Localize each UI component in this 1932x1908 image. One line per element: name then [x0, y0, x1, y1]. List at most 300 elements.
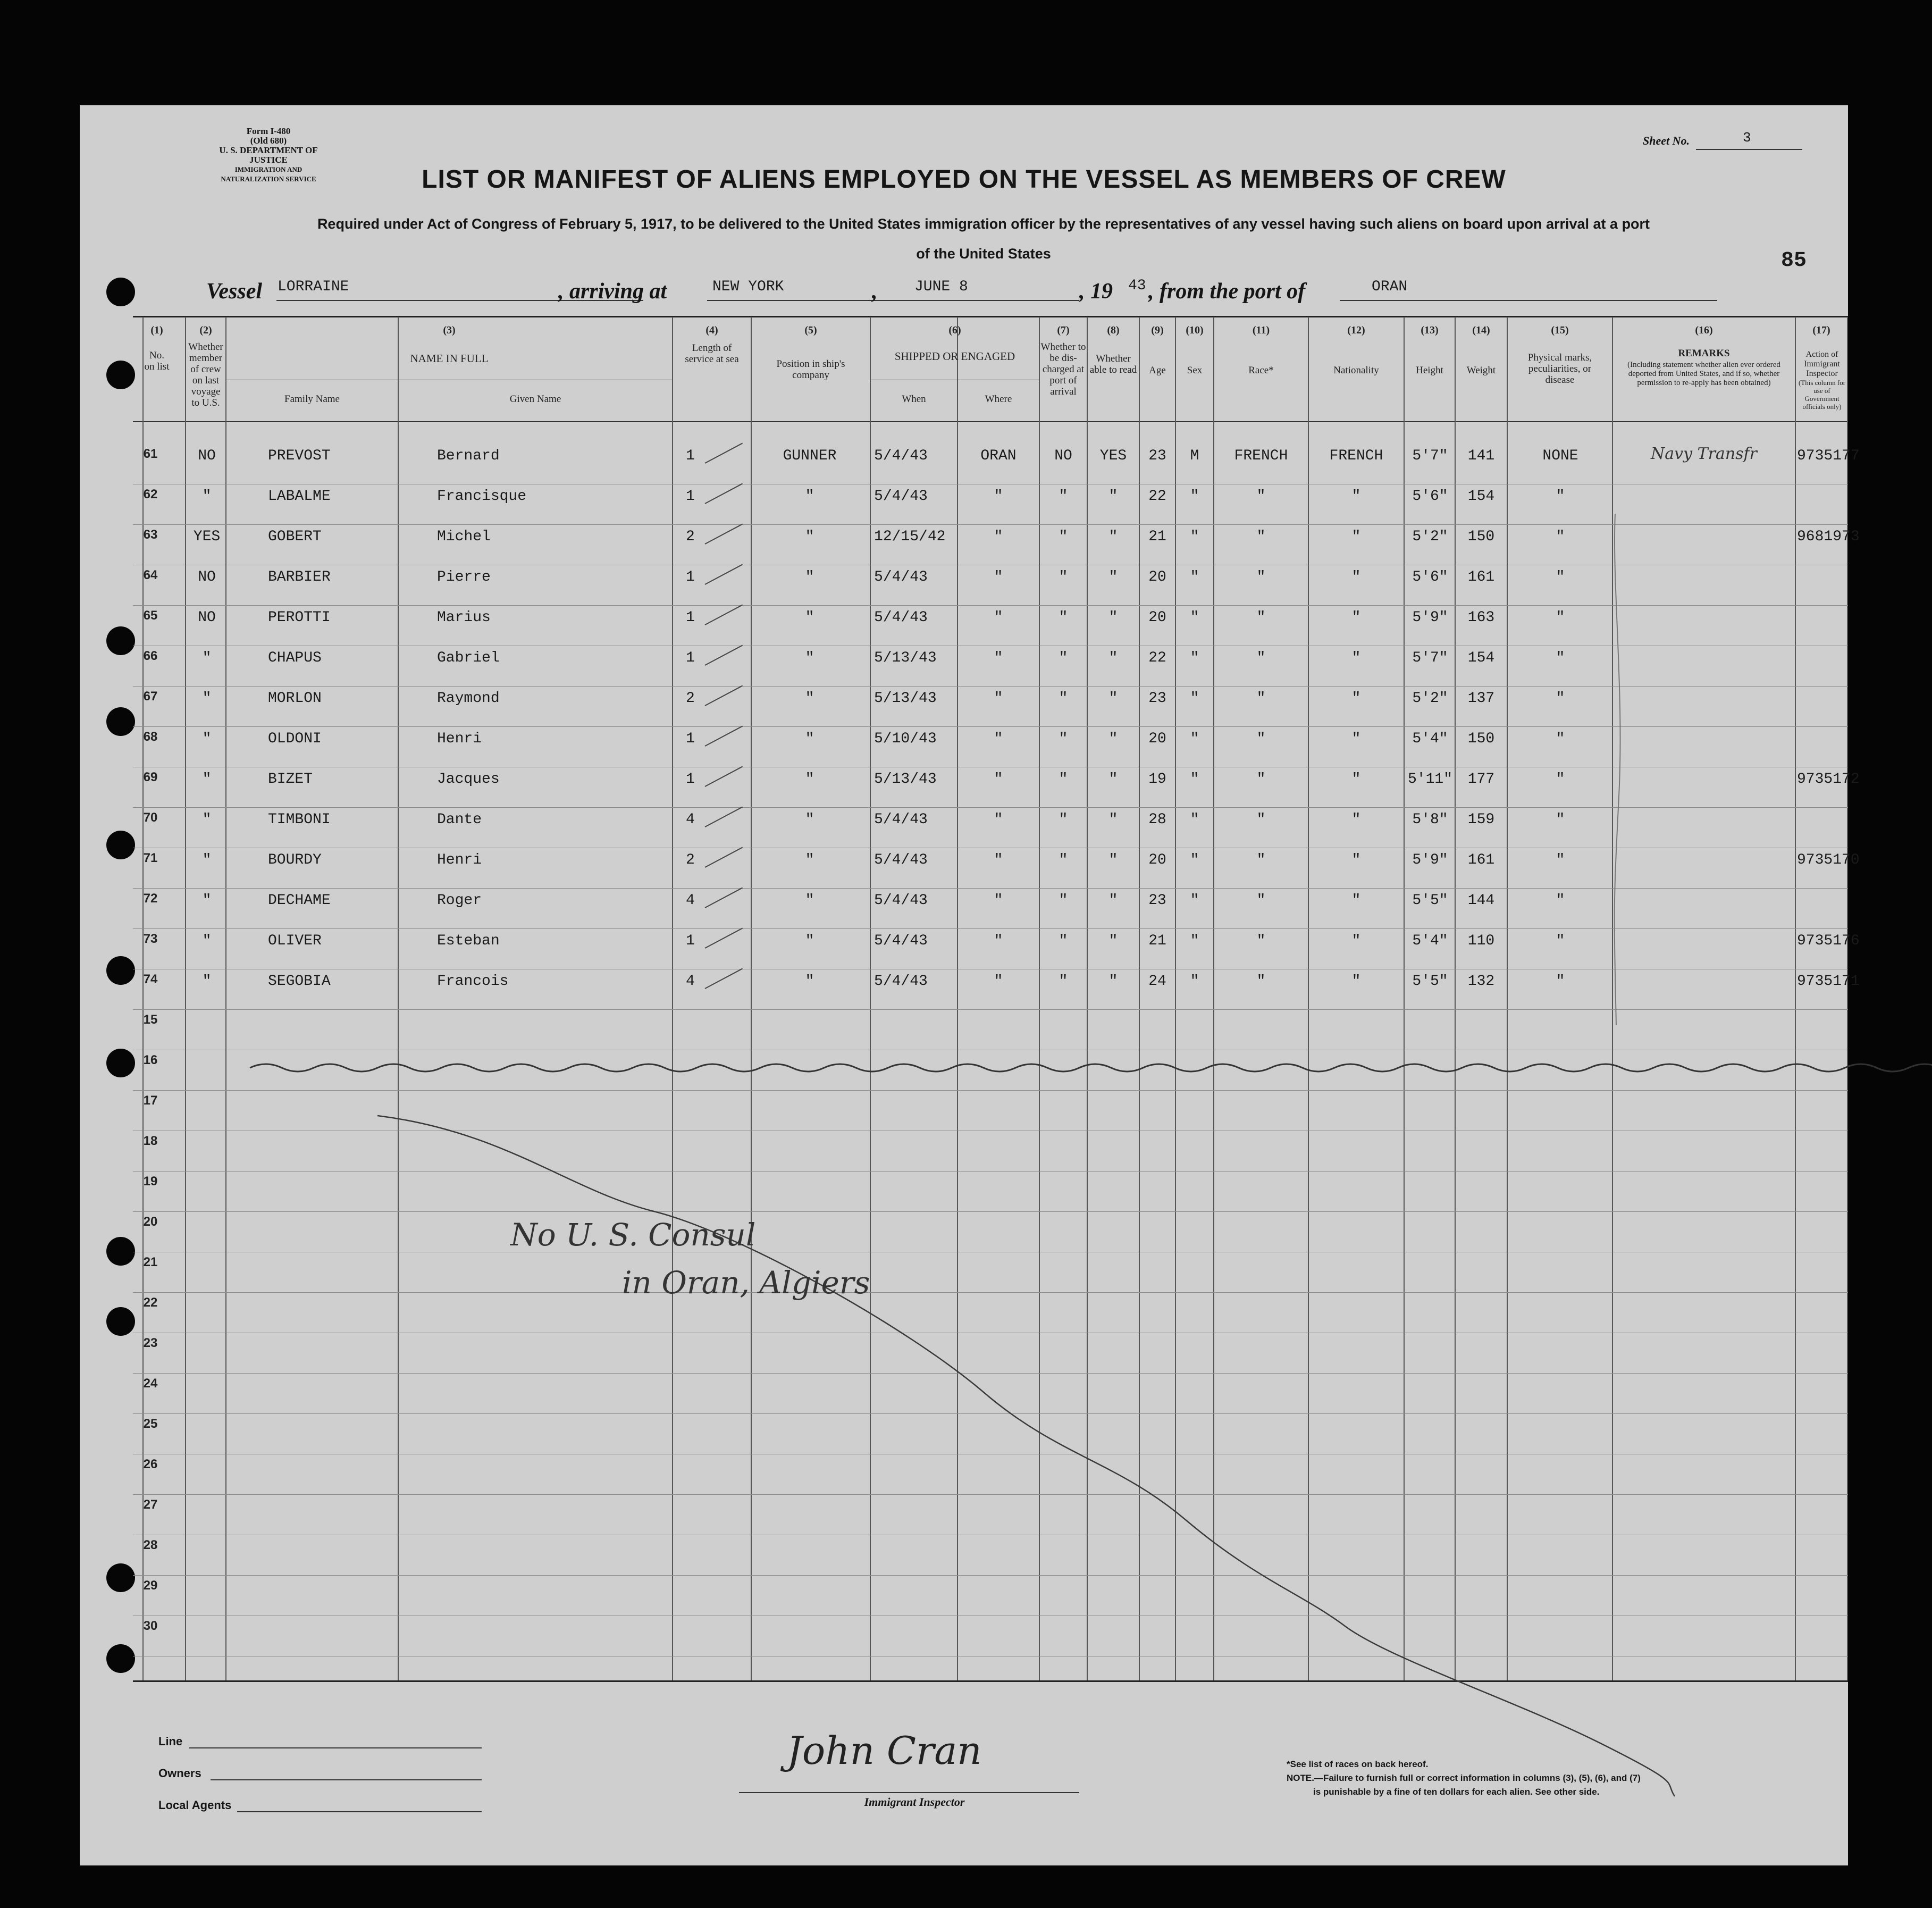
cell-prev: "	[202, 852, 212, 868]
cell-age: 20	[1148, 731, 1166, 747]
col3-given-header: Given Name	[509, 394, 561, 405]
cell-discharge: "	[1059, 731, 1068, 747]
cell-where: "	[994, 811, 1003, 828]
form-number: Form I-480	[246, 126, 291, 136]
cell-when: 5/4/43	[874, 933, 928, 949]
col9-header: Age	[1149, 365, 1166, 376]
cell-age: 23	[1148, 690, 1166, 707]
page-title: LIST OR MANIFEST OF ALIENS EMPLOYED ON THE VESSEL AS MEMBERS OF CREW	[422, 165, 1506, 194]
row-number: 62	[143, 487, 158, 501]
cell-prev: "	[202, 650, 212, 666]
col6-number: (6)	[948, 324, 961, 336]
cell-position: "	[805, 529, 814, 545]
cell-weight: 132	[1467, 973, 1495, 990]
cell-read: "	[1108, 609, 1118, 626]
cell-where: "	[994, 731, 1003, 747]
cell-read: "	[1108, 933, 1118, 949]
empty-line-number: 22	[143, 1295, 158, 1310]
cell-given: Bernard	[437, 448, 500, 464]
cell-race: "	[1256, 771, 1266, 788]
col8-number: (8)	[1107, 324, 1120, 336]
cell-weight: 159	[1467, 811, 1495, 828]
cell-discharge: "	[1059, 892, 1068, 909]
col16-number: (16)	[1695, 324, 1713, 336]
cell-service: 1	[686, 650, 695, 666]
col14-number: (14)	[1472, 324, 1490, 336]
vessel-name: LORRAINE	[278, 279, 349, 295]
cell-nationality: "	[1351, 690, 1361, 707]
cell-discharge: "	[1059, 609, 1068, 626]
cell-action: 9735170	[1797, 852, 1860, 868]
footer-line-label: Line	[158, 1735, 183, 1748]
cell-where: "	[994, 973, 1003, 990]
cell-given: Raymond	[437, 690, 500, 707]
vessel-label: Vessel	[206, 279, 262, 304]
cell-position: "	[805, 771, 814, 788]
cell-nationality: FRENCH	[1329, 448, 1383, 464]
cell-age: 21	[1148, 933, 1166, 949]
col10-header: Sex	[1187, 365, 1203, 376]
cell-read: "	[1108, 811, 1118, 828]
row-number: 74	[143, 972, 158, 986]
col11-number: (11)	[1252, 324, 1270, 336]
row-number: 61	[143, 447, 158, 461]
cell-marks: "	[1556, 811, 1565, 828]
cell-prev: "	[202, 771, 212, 788]
cell-nationality: "	[1351, 529, 1361, 545]
cell-position: "	[805, 650, 814, 666]
cell-given: Roger	[437, 892, 482, 909]
col11-header: Race*	[1248, 365, 1274, 376]
row-number: 69	[143, 770, 158, 784]
cell-sex: "	[1190, 650, 1199, 666]
col12-header: Nationality	[1333, 365, 1379, 376]
cell-when: 5/13/43	[874, 650, 937, 666]
cell-position: "	[805, 569, 814, 585]
cell-given: Francois	[437, 973, 509, 990]
arrival-date: JUNE 8	[914, 279, 968, 295]
cell-race: FRENCH	[1234, 448, 1288, 464]
cell-height: 5'6"	[1412, 488, 1448, 505]
cell-position: "	[805, 892, 814, 909]
cell-age: 20	[1148, 609, 1166, 626]
cell-position: "	[805, 609, 814, 626]
cell-service: 1	[686, 771, 695, 788]
col17-header: Action of Immigrant Inspector	[1804, 350, 1840, 378]
cell-weight: 141	[1467, 448, 1495, 464]
handwritten-note-line-1: No U. S. Consul	[510, 1217, 756, 1253]
cell-family: LABALME	[268, 488, 331, 505]
cell-prev: "	[202, 811, 212, 828]
empty-line-number: 19	[143, 1174, 158, 1189]
cell-given: Esteban	[437, 933, 500, 949]
cell-race: "	[1256, 731, 1266, 747]
col1-number: (1)	[150, 324, 163, 336]
cell-weight: 150	[1467, 731, 1495, 747]
cell-family: OLIVER	[268, 933, 322, 949]
cell-marks: "	[1556, 529, 1565, 545]
service: IMMIGRATION AND NATURALIZATION SERVICE	[221, 165, 316, 183]
cell-family: BOURDY	[268, 852, 322, 868]
cell-marks: NONE	[1542, 448, 1578, 464]
empty-line-number: 17	[143, 1093, 158, 1108]
col15-header: Physical marks, peculiarities, or disease	[1527, 352, 1592, 386]
cell-sex: "	[1190, 529, 1199, 545]
cell-prev: "	[202, 892, 212, 909]
cell-service: 1	[686, 731, 695, 747]
empty-line-number: 21	[143, 1255, 158, 1269]
cell-age: 20	[1148, 852, 1166, 868]
cell-height: 5'9"	[1412, 609, 1448, 626]
cell-prev: "	[202, 731, 212, 747]
cell-read: "	[1108, 650, 1118, 666]
cell-when: 5/4/43	[874, 448, 928, 464]
cell-given: Michel	[437, 529, 491, 545]
cell-prev: NO	[198, 448, 216, 464]
manifest-sheet	[80, 105, 1860, 1865]
cell-where: ORAN	[980, 448, 1017, 464]
cell-service: 1	[686, 448, 695, 464]
cell-nationality: "	[1351, 852, 1361, 868]
row-number: 70	[143, 810, 158, 825]
row-number: 64	[143, 568, 158, 582]
cell-height: 5'4"	[1412, 933, 1448, 949]
cell-service: 4	[686, 892, 695, 909]
cell-marks: "	[1556, 650, 1565, 666]
row-number: 73	[143, 932, 158, 946]
cell-age: 23	[1148, 448, 1166, 464]
cell-race: "	[1256, 811, 1266, 828]
cell-when: 5/4/43	[874, 892, 928, 909]
empty-line-number: 15	[143, 1012, 158, 1027]
from-label: , from the port of	[1148, 279, 1306, 304]
cell-read: "	[1108, 973, 1118, 990]
empty-line-number: 27	[143, 1497, 158, 1512]
cell-service: 2	[686, 852, 695, 868]
department: U. S. DEPARTMENT OF JUSTICE	[219, 145, 318, 165]
cell-read: "	[1108, 488, 1118, 505]
cell-weight: 150	[1467, 529, 1495, 545]
cell-when: 5/13/43	[874, 690, 937, 707]
row-number: 66	[143, 649, 158, 663]
cell-family: MORLON	[268, 690, 322, 707]
cell-given: Dante	[437, 811, 482, 828]
cell-family: BIZET	[268, 771, 313, 788]
cell-marks: "	[1556, 892, 1565, 909]
row-number: 72	[143, 891, 158, 906]
cell-weight: 161	[1467, 852, 1495, 868]
cell-height: 5'9"	[1412, 852, 1448, 868]
cell-sex: "	[1190, 892, 1199, 909]
cell-race: "	[1256, 933, 1266, 949]
from-port: ORAN	[1372, 279, 1408, 295]
empty-line-number: 28	[143, 1538, 158, 1552]
cell-when: 5/4/43	[874, 811, 928, 828]
cell-where: "	[994, 771, 1003, 788]
cell-discharge: NO	[1054, 448, 1072, 464]
cell-position: "	[805, 731, 814, 747]
cell-discharge: "	[1059, 973, 1068, 990]
cell-where: "	[994, 488, 1003, 505]
cell-sex: "	[1190, 690, 1199, 707]
empty-line-number: 30	[143, 1619, 158, 1633]
sheet-label: Sheet No.	[1643, 134, 1690, 147]
cell-when: 5/10/43	[874, 731, 937, 747]
cell-age: 28	[1148, 811, 1166, 828]
col9-number: (9)	[1151, 324, 1164, 336]
cell-nationality: "	[1351, 973, 1361, 990]
cell-nationality: "	[1351, 569, 1361, 585]
cell-sex: "	[1190, 488, 1199, 505]
cell-discharge: "	[1059, 852, 1068, 868]
cell-read: "	[1108, 892, 1118, 909]
col7-header: Whether to be dis-charged at port of arrival	[1040, 341, 1086, 397]
cell-prev: NO	[198, 569, 216, 585]
cell-weight: 137	[1467, 690, 1495, 707]
cell-action: 9735177	[1797, 448, 1860, 464]
cell-sex: "	[1190, 609, 1199, 626]
col7-number: (7)	[1057, 324, 1070, 336]
footer-note-races: *See list of races on back hereof.	[1287, 1759, 1429, 1769]
cell-given: Pierre	[437, 569, 491, 585]
cell-marks: "	[1556, 731, 1565, 747]
cell-prev: "	[202, 690, 212, 707]
empty-line-number: 18	[143, 1134, 158, 1148]
footer-note-penalty-2: is punishable by a fine of ten dollars for each alien. See other side.	[1313, 1787, 1600, 1797]
cell-when: 5/13/43	[874, 771, 937, 788]
inspector-label: Immigrant Inspector	[864, 1795, 965, 1809]
cell-weight: 163	[1467, 609, 1495, 626]
cell-height: 5'7"	[1412, 650, 1448, 666]
footer-line-underline	[189, 1747, 482, 1748]
cell-action: 9735171	[1797, 973, 1860, 990]
cell-age: 21	[1148, 529, 1166, 545]
cell-given: Francisque	[437, 488, 527, 505]
subtitle-line-1: Required under Act of Congress of February 5, 1917, to be delivered to the United States immigration officer by the representatives of any vessel having such aliens on board upon arrival at a port	[317, 216, 1650, 232]
cell-height: 5'2"	[1412, 529, 1448, 545]
cell-remarks: Navy Transfr	[1651, 445, 1757, 463]
cell-sex: "	[1190, 771, 1199, 788]
col10-number: (10)	[1186, 324, 1204, 336]
col4-header: Length of service at sea	[685, 342, 739, 365]
arriving-label: , arriving at	[558, 279, 667, 304]
cell-when: 5/4/43	[874, 852, 928, 868]
empty-line-number: 16	[143, 1053, 158, 1067]
cell-marks: "	[1556, 488, 1565, 505]
cell-read: "	[1108, 690, 1118, 707]
cell-weight: 144	[1467, 892, 1495, 909]
cell-service: 4	[686, 973, 695, 990]
cell-weight: 110	[1467, 933, 1495, 949]
cell-age: 22	[1148, 650, 1166, 666]
row-number: 63	[143, 528, 158, 542]
cell-where: "	[994, 892, 1003, 909]
date-separator: ,	[872, 279, 878, 304]
cell-given: Henri	[437, 852, 482, 868]
empty-line-number: 29	[143, 1578, 158, 1593]
cell-sex: "	[1190, 933, 1199, 949]
cell-nationality: "	[1351, 892, 1361, 909]
cell-when: 12/15/42	[874, 529, 946, 545]
col2-number: (2)	[199, 324, 212, 336]
cell-where: "	[994, 609, 1003, 626]
cell-position: "	[805, 811, 814, 828]
cell-prev: "	[202, 933, 212, 949]
cell-prev: "	[202, 488, 212, 505]
cell-race: "	[1256, 529, 1266, 545]
cell-when: 5/4/43	[874, 973, 928, 990]
cell-read: YES	[1099, 448, 1127, 464]
cell-service: 1	[686, 569, 695, 585]
cell-height: 5'4"	[1412, 731, 1448, 747]
cell-height: 5'6"	[1412, 569, 1448, 585]
cell-family: BARBIER	[268, 569, 331, 585]
subtitle-line-2: of the United States	[916, 246, 1051, 262]
col16-header: REMARKS	[1678, 348, 1730, 359]
cell-race: "	[1256, 690, 1266, 707]
cell-age: 23	[1148, 892, 1166, 909]
cell-race: "	[1256, 892, 1266, 909]
cell-nationality: "	[1351, 771, 1361, 788]
cell-prev: "	[202, 973, 212, 990]
cell-marks: "	[1556, 690, 1565, 707]
cell-position: "	[805, 690, 814, 707]
cell-sex: "	[1190, 811, 1199, 828]
cell-race: "	[1256, 650, 1266, 666]
cell-read: "	[1108, 771, 1118, 788]
cell-height: 5'7"	[1412, 448, 1448, 464]
cell-nationality: "	[1351, 933, 1361, 949]
cell-when: 5/4/43	[874, 569, 928, 585]
cell-where: "	[994, 529, 1003, 545]
cell-marks: "	[1556, 933, 1565, 949]
col16-subheader: (Including statement whether alien ever ordered deported from United States, and if so, whether permission to re-apply has been obtained)	[1627, 361, 1780, 387]
cell-family: TIMBONI	[268, 811, 331, 828]
cell-nationality: "	[1351, 488, 1361, 505]
cell-marks: "	[1556, 609, 1565, 626]
page-number: 85	[1781, 249, 1807, 273]
signature-underline	[739, 1792, 1079, 1793]
row-number: 68	[143, 730, 158, 744]
cell-family: PEROTTI	[268, 609, 331, 626]
col4-number: (4)	[705, 324, 718, 336]
cell-position: GUNNER	[783, 448, 837, 464]
cell-sex: M	[1190, 448, 1199, 464]
col13-header: Height	[1416, 365, 1443, 376]
cell-given: Gabriel	[437, 650, 500, 666]
col17-subheader: (This column for use of Government officials only)	[1798, 379, 1846, 411]
col15-number: (15)	[1551, 324, 1569, 336]
col6-header: SHIPPED OR ENGAGED	[894, 350, 1015, 363]
col2-header: Whether member of crew on last voyage to U.S.	[188, 341, 223, 408]
wavy-line	[250, 1064, 1932, 1072]
cell-weight: 161	[1467, 569, 1495, 585]
cell-marks: "	[1556, 852, 1565, 868]
footer-owners-label: Owners	[158, 1767, 201, 1780]
cell-weight: 177	[1467, 771, 1495, 788]
arriving-port: NEW YORK	[712, 279, 784, 295]
cell-nationality: "	[1351, 650, 1361, 666]
empty-line-number: 20	[143, 1215, 158, 1229]
cell-position: "	[805, 973, 814, 990]
cell-race: "	[1256, 973, 1266, 990]
cell-action: 9735176	[1797, 933, 1860, 949]
row-number: 67	[143, 689, 158, 704]
footer-note-penalty-1: NOTE.—Failure to furnish full or correct information in columns (3), (5), (6), and (7)	[1287, 1773, 1641, 1783]
cell-sex: "	[1190, 973, 1199, 990]
col1-header: No. on list	[144, 350, 170, 372]
col5-number: (5)	[804, 324, 817, 336]
cell-discharge: "	[1059, 933, 1068, 949]
cell-service: 1	[686, 933, 695, 949]
handwritten-note-line-2: in Oran, Algiers	[622, 1265, 870, 1301]
cell-age: 19	[1148, 771, 1166, 788]
cell-age: 20	[1148, 569, 1166, 585]
cell-service: 2	[686, 529, 695, 545]
arrival-year: 43	[1128, 278, 1146, 294]
cell-height: 5'11"	[1407, 771, 1452, 788]
col17-number: (17)	[1812, 324, 1830, 336]
cell-sex: "	[1190, 852, 1199, 868]
cell-read: "	[1108, 731, 1118, 747]
cell-race: "	[1256, 488, 1266, 505]
inspector-signature: John Cran	[787, 1728, 982, 1773]
cell-discharge: "	[1059, 811, 1068, 828]
footer-owners-underline	[211, 1779, 482, 1780]
cell-where: "	[994, 650, 1003, 666]
cell-given: Marius	[437, 609, 491, 626]
cell-nationality: "	[1351, 609, 1361, 626]
col6-when-header: When	[902, 394, 926, 405]
col5-header: Position in ship's company	[776, 358, 845, 381]
col3-number: (3)	[443, 324, 456, 336]
col8-header: Whether able to read	[1089, 353, 1137, 375]
col6-where-header: Where	[985, 394, 1012, 405]
cell-service: 1	[686, 488, 695, 505]
cell-height: 5'5"	[1412, 892, 1448, 909]
empty-line-number: 25	[143, 1417, 158, 1431]
cell-read: "	[1108, 852, 1118, 868]
year-prefix: , 19	[1079, 279, 1113, 304]
empty-line-number: 24	[143, 1376, 158, 1391]
cell-family: GOBERT	[268, 529, 322, 545]
cell-service: 2	[686, 690, 695, 707]
cell-position: "	[805, 933, 814, 949]
cell-prev: YES	[193, 529, 221, 545]
col3-header: NAME IN FULL	[410, 352, 489, 365]
cell-position: "	[805, 488, 814, 505]
cell-where: "	[994, 569, 1003, 585]
cell-position: "	[805, 852, 814, 868]
cell-marks: "	[1556, 771, 1565, 788]
cell-weight: 154	[1467, 488, 1495, 505]
cell-action: 9735172	[1797, 771, 1860, 788]
cell-given: Henri	[437, 731, 482, 747]
cell-prev: NO	[198, 609, 216, 626]
form-old-number: (Old 680)	[250, 136, 287, 146]
cell-discharge: "	[1059, 529, 1068, 545]
cell-height: 5'2"	[1412, 690, 1448, 707]
cell-family: PREVOST	[268, 448, 331, 464]
cell-race: "	[1256, 609, 1266, 626]
cell-age: 22	[1148, 488, 1166, 505]
col12-number: (12)	[1347, 324, 1365, 336]
cell-family: OLDONI	[268, 731, 322, 747]
cell-where: "	[994, 690, 1003, 707]
cell-marks: "	[1556, 569, 1565, 585]
cell-height: 5'5"	[1412, 973, 1448, 990]
sheet-number: 3	[1743, 130, 1751, 146]
